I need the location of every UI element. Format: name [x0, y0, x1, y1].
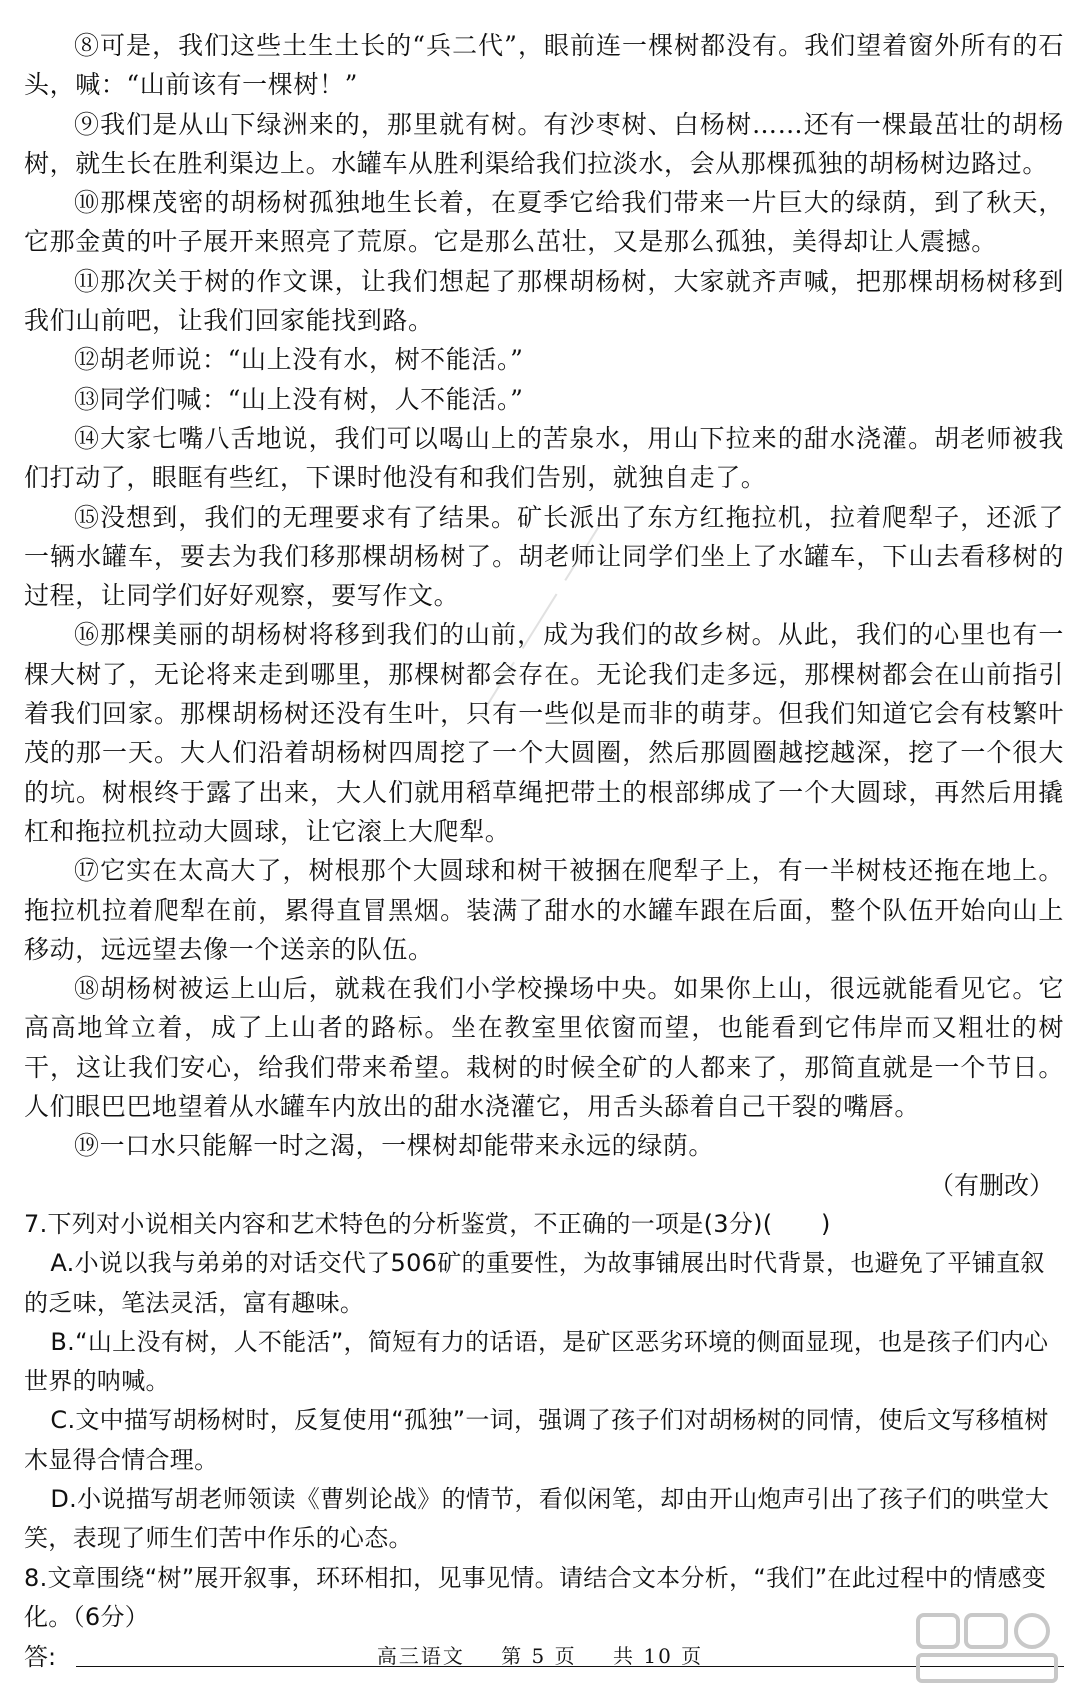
watermark-icon: ⸺ ⸺ ⸺: [457, 511, 618, 730]
paragraph-11: ⑪那次关于树的作文课，让我们想起了那棵胡杨树，大家就齐声喊，把那棵胡杨树移到我们山前吧，让我们回家能找到路。: [24, 266, 1064, 336]
revision-note: （有删改）: [928, 1170, 1054, 1200]
paragraph-13: ⑬同学们喊：“山上没有树，人不能活。”: [74, 384, 524, 414]
footer-page-number: 第 5 页: [501, 1644, 577, 1668]
question-7-stem: 7.下列对小说相关内容和艺术特色的分析鉴赏，不正确的一项是(3分)( ): [24, 1209, 831, 1238]
footer-subject: 高三语文: [376, 1644, 465, 1668]
paragraph-16: ⑯那棵美丽的胡杨树将移到我们的山前，成为我们的故乡树。从此，我们的心里也有一棵大树了，无论将来走到哪里，那棵树都会存在。无论我们走多远，那棵树都会在山前指引着我们回家。那棵胡杨树还没有生叶，只有一些似是而非的萌芽。但我们知道它会有枝繁叶茂的那一天。大人们沿着胡杨树四周挖了一个大圆圈，然后那圆圈越挖越深，挖了一个很大的坑。树根终于露了出来，大人们就用稻草绳把带土的根部绑成了一个大圆球，再然后用撬杠和拖拉机拉动大圆球，让它滚上大爬犁。: [24, 620, 1064, 846]
answer-label: 答:: [24, 1643, 57, 1672]
paragraph-15: ⑮没想到，我们的无理要求有了结果。矿长派出了东方红拖拉机，拉着爬犁子，还派了一辆水罐车，要去为我们移那棵胡杨树了。胡老师让同学们坐上了水罐车，下山去看移树的过程，让同学们好好观察，要写作文。: [24, 502, 1064, 611]
site-logo-icon: [912, 1609, 1062, 1689]
question-7-option-c: C.文中描写胡杨树时，反复使用“孤独”一词，强调了孩子们对胡杨树的同情，使后文写移植树木显得合情合理。: [24, 1406, 1049, 1474]
paragraph-9: ⑨我们是从山下绿洲来的，那里就有树。有沙枣树、白杨树……还有一棵最茁壮的胡杨树，就生长在胜利渠边上。水罐车从胜利渠给我们拉淡水，会从那棵孤独的胡杨树边路过。: [24, 109, 1064, 178]
paragraph-8: ⑧可是，我们这些土生土长的“兵二代”，眼前连一棵树都没有。我们望着窗外所有的石头，喊：“山前该有一棵树！”: [24, 31, 1064, 100]
question-7-option-d: D.小说描写胡老师领读《曹刿论战》的情节，看似闲笔，却由开山炮声引出了孩子们的哄堂大笑，表现了师生们苦中作乐的心态。: [24, 1484, 1050, 1553]
question-7-option-b: B.“山上没有树，人不能活”，简短有力的话语，是矿区恶劣环境的侧面显现，也是孩子们内心世界的呐喊。: [24, 1327, 1049, 1396]
paragraph-19: ⑲一口水只能解一时之渴，一棵树却能带来永远的绿荫。: [74, 1131, 715, 1161]
paragraph-12: ⑫胡老师说：“山上没有水，树不能活。”: [74, 345, 524, 375]
question-7-option-a: A.小说以我与弟弟的对话交代了506矿的重要性，为故事铺展出时代背景，也避免了平铺直叙的乏味，笔法灵活，富有趣味。: [24, 1249, 1045, 1317]
paragraph-17: ⑰它实在太高大了，树根那个大圆球和树干被捆在爬犁子上，有一半树枝还拖在地上。拖拉机拉着爬犁在前，累得直冒黑烟。装满了甜水的水罐车跟在后面，整个队伍开始向山上移动，远远望去像一个送亲的队伍。: [24, 856, 1064, 964]
paragraph-14: ⑭大家七嘴八舌地说，我们可以喝山上的苦泉水，用山下拉来的甜水浇灌。胡老师被我们打动了，眼眶有些红，下课时他没有和我们告别，就独自走了。: [24, 423, 1064, 493]
paragraph-18: ⑱胡杨树被运上山后，就栽在我们小学校操场中央。如果你上山，很远就能看见它。它高高地耸立着，成了上山者的路标。坐在教室里依窗而望，也能看到它伟岸而又粗壮的树干，这让我们安心，给我们带来希望。栽树的时候全矿的人都来了，那简直就是一个节日。人们眼巴巴地望着从水罐车内放出的甜水浇灌它，用舌头舔着自己干裂的嘴唇。: [24, 974, 1064, 1122]
question-8-stem: 8.文章围绕“树”展开叙事，环环相扣，见事见情。请结合文本分析，“我们”在此过程中的情感变化。（6分）: [24, 1563, 1047, 1631]
document-page: [24, 26, 1064, 1675]
footer-total-pages: 共 10 页: [613, 1644, 704, 1668]
paragraph-10: ⑩那棵茂密的胡杨树孤独地生长着，在夏季它给我们带来一片巨大的绿荫，到了秋天，它那金黄的叶子展开来照亮了荒原。它是那么茁壮，又是那么孤独，美得却让人震撼。: [24, 188, 1064, 257]
